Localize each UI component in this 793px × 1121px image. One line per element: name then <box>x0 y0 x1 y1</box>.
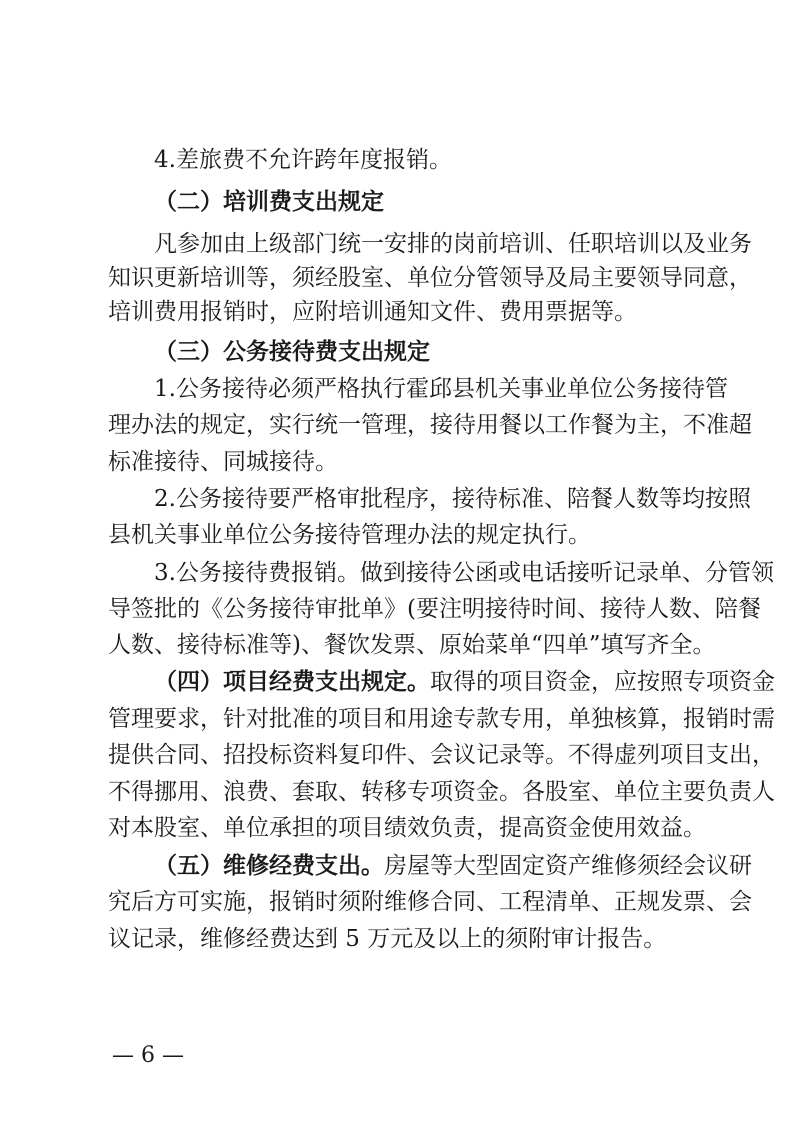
paragraph-line: 3.公务接待费报销。做到接待公函或电话接听记录单、分管领 <box>154 560 774 586</box>
paragraph-line: 4.差旅费不允许跨年度报销。 <box>154 147 452 173</box>
paragraph-line: 知识更新培训等，须经股室、单位分管领导及局主要领导同意， <box>108 265 752 291</box>
section-heading-training: （二）培训费支出规定 <box>154 189 384 215</box>
paragraph-line: 导签批的《公务接待审批单》(要注明接待时间、接待人数、陪餐 <box>108 596 761 622</box>
section-heading-project: （四）项目经费支出规定。 <box>154 669 430 695</box>
section-heading-reception: （三）公务接待费支出规定 <box>154 339 430 365</box>
paragraph-line: 理办法的规定，实行统一管理，接待用餐以工作餐为主，不准超 <box>108 412 752 438</box>
paragraph-line: 究后方可实施，报销时须附维修合同、工程清单、正规发票、会 <box>108 889 752 915</box>
paragraph-line: 1.公务接待必须严格执行霍邱县机关事业单位公务接待管 <box>154 376 728 402</box>
paragraph-text: 取得的项目资金，应按照专项资金 <box>430 669 775 695</box>
paragraph-line: 凡参加由上级部门统一安排的岗前培训、任职培训以及业务 <box>154 231 752 257</box>
paragraph-line: 对本股室、单位承担的项目绩效负责，提高资金使用效益。 <box>108 815 706 841</box>
paragraph-text: 房屋等大型固定资产维修须经会议研 <box>384 853 752 879</box>
paragraph-line <box>154 851 752 881</box>
paragraph-line: 管理要求，针对批准的项目和用途专款专用，单独核算，报销时需 <box>108 706 775 732</box>
paragraph-line: 人数、接待标准等)、餐饮发票、原始菜单“四单”填写齐全。 <box>108 632 716 658</box>
paragraph-line: 2.公务接待要严格审批程序，接待标准、陪餐人数等均按照 <box>154 486 751 512</box>
page-number: — 6 — <box>112 1043 184 1068</box>
paragraph-line: 提供合同、招投标资料复印件、会议记录等。不得虚列项目支出， <box>108 742 775 768</box>
paragraph-line: 议记录，维修经费达到 5 万元及以上的须附审计报告。 <box>108 926 667 952</box>
paragraph-line: 培训费用报销时，应附培训通知文件、费用票据等。 <box>108 299 637 325</box>
section-heading-maintenance: （五）维修经费支出。 <box>154 853 384 879</box>
paragraph-line: 不得挪用、浪费、套取、转移专项资金。各股室、单位主要负责人 <box>108 779 775 805</box>
paragraph-line: 标准接待、同城接待。 <box>108 449 338 475</box>
paragraph-line: 县机关事业单位公务接待管理办法的规定执行。 <box>108 522 591 548</box>
paragraph-line <box>154 667 775 697</box>
